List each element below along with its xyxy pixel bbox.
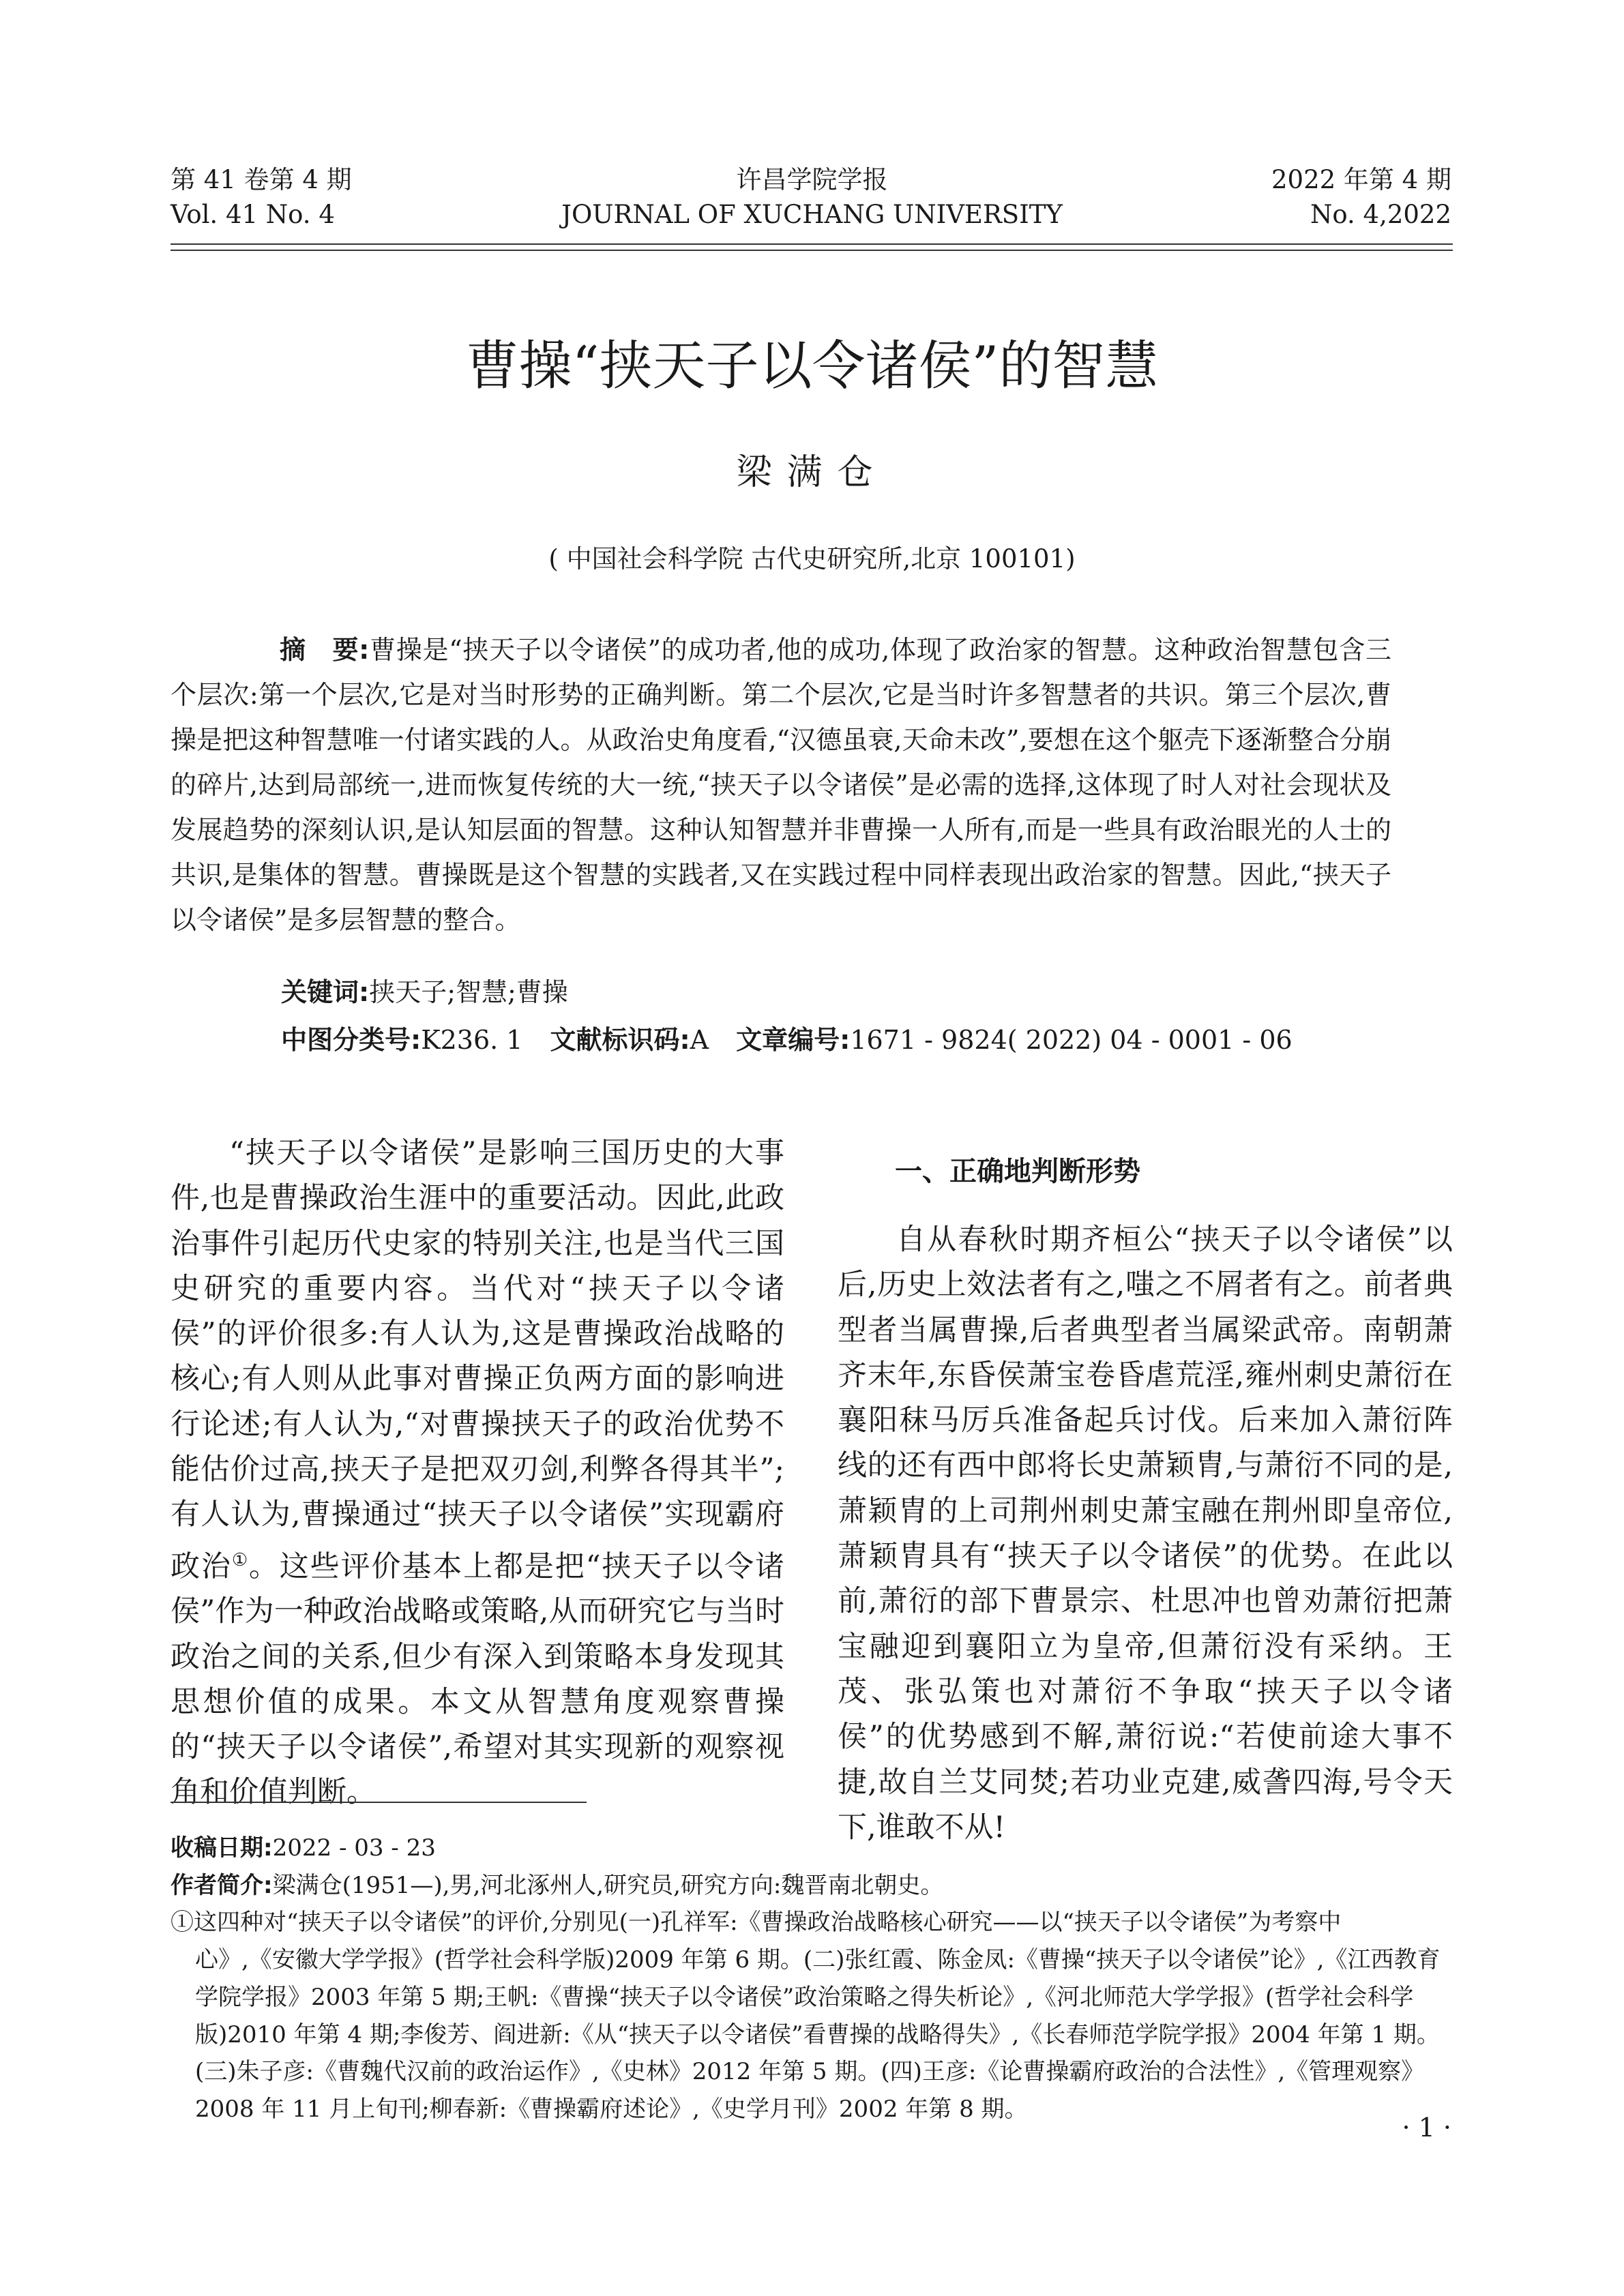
article-number-label: 文章编号: — [736, 1025, 851, 1055]
abstract-text: 曹操是“挟天子以令诸侯”的成功者,他的成功,体现了政治家的智慧。这种政治智慧包含三个层次:第一个层次,它是对当时形势的正确判断。第二个层次,它是当时许多智慧者的共识。第三个层次,曹操是把这种智慧唯一付诸实践的人。从政治史角度看,“汉德虽衰,天命未改”,要想在这个躯壳下逐渐整合分崩的碎片,达到局部统一,进而恢复传统的大一统,“挟天子以令诸侯”是必需的选择,这体现了时人对社会现状及发展趋势的深刻认识,是认知层面的智慧。这种认知智慧并非曹操一人所有,而是一些具有政治眼光的人士的共识,是集体的智慧。曹操既是这个智慧的实践者,又在实践过程中同样表现出政治家的智慧。因此,“挟天子以令诸侯”是多层智慧的整合。 — [171, 635, 1392, 935]
received-date: 收稿日期:2022 - 03 - 23 — [171, 1834, 436, 1862]
article-title: 曹操“挟天子以令诸侯”的智慧 — [465, 336, 1159, 397]
journal-name-cn: 许昌学院学报 — [736, 165, 888, 194]
page-number: · 1 · — [1402, 2113, 1451, 2143]
volume-issue-en: Vol. 41 No. 4 — [171, 200, 335, 229]
header-rule-top — [171, 243, 1453, 245]
running-header-right — [1271, 162, 1451, 232]
header-rule-bottom — [171, 250, 1453, 251]
author-bio: 作者简介:梁满仓(1951—),男,河北涿州人,研究员,研究方向:魏晋南北朝史。 — [171, 1871, 944, 1899]
footnote-ref-1[interactable]: ① — [231, 1549, 249, 1570]
intro-paragraph: “挟天子以令诸侯”是影响三国历史的大事件,也是曹操政治生涯中的重要活动。因此,此政治事件引起历代史家的特别关注,也是当代三国史研究的重要内容。当代对“挟天子以令诸侯”的评价很多:有人认为,这是曹操政治战略的核心;有人则从此事对曹操正负两方面的影响进行论述;有人认为,“对曹操挟天子的政治优势不能估价过高,挟天子是把双刃剑,利弊各得其半”;有人认为,曹操通过“挟天子以令诸侯”实现霸府政治①。这些评价基本上都是把“挟天子以令诸侯”作为一种政治战略或策略,从而研究它与当时政治之间的关系,但少有深入到策略本身发现其思想价值的成果。本文从智慧角度观察曹操的“挟天子以令诸侯”,希望对其实现新的观察视角和价值判断。 — [171, 1136, 785, 1810]
author-affiliation: ( 中国社会科学院 古代史研究所,北京 100101) — [548, 544, 1076, 573]
clc-label: 中图分类号: — [281, 1025, 422, 1055]
year-issue-en: No. 4,2022 — [1310, 200, 1451, 229]
section-paragraph: 自从春秋时期齐桓公“挟天子以令诸侯”以后,历史上效法者有之,嗤之不屑者有之。前者典型者当属曹操,后者典型者当属梁武帝。南朝萧齐末年,东昏侯萧宝卷昏虐荒淫,雍州刺史萧衍在襄阳秣马厉兵准备起兵讨伐。后来加入萧衍阵线的还有西中郎将长史萧颖胄,与萧衍不同的是,萧颖胄的上司荆州刺史萧宝融在荆州即皇帝位,萧颖胄具有“挟天子以令诸侯”的优势。在此以前,萧衍的部下曹景宗、杜思冲也曾劝萧衍把萧宝融迎到襄阳立为皇帝,但萧衍没有采纳。王茂、张弘策也对萧衍不争取“挟天子以令诸侯”的优势感到不解,萧衍说:“若使前途大事不捷,故自兰艾同焚;若功业克建,威詟四海,号令天下,谁敢不从! — [838, 1223, 1453, 1845]
section-heading: 一、正确地判断形势 — [895, 1156, 1140, 1187]
abstract — [171, 627, 1391, 942]
journal-name-en: JOURNAL OF XUCHANG UNIVERSITY — [561, 200, 1063, 229]
body-left-column — [171, 1131, 784, 1815]
doc-code-label: 文献标识码: — [550, 1025, 690, 1055]
clc-value: K236. 1 — [421, 1025, 523, 1055]
abstract-label: 摘 要: — [280, 635, 370, 665]
footnotes — [171, 1830, 1453, 2128]
body-right-column — [838, 1217, 1453, 1850]
keywords-label: 关键词: — [281, 977, 370, 1007]
article-author: 梁满仓 — [736, 452, 888, 493]
volume-issue-cn: 第 41 卷第 4 期 — [171, 165, 352, 194]
keywords-text: 挟天子;智慧;曹操 — [369, 977, 568, 1007]
classification-line — [281, 1019, 1293, 1060]
year-issue-cn: 2022 年第 4 期 — [1271, 165, 1451, 194]
keywords — [281, 972, 568, 1013]
footnote-1: ①这四种对“挟天子以令诸侯”的评价,分别见(一)孔祥军:《曹操政治战略核心研究——以“挟天子以令诸侯”为考察中 心》,《安徽大学学报》(哲学社会科学版)2009 年第 6 期。(二)张红霞、陈金凤:《曹操“挟天子以令诸侯”论》,《江西教育 学院学报》2003 年第 5 期;王帆:《曹操“挟天子以令诸侯”政治策略之得失析论》,《河北师范大学学报》(哲学社会科学 版)2010 年第 4 期;李俊芳、阎进新:《从“挟天子以令诸侯”看曹操的战略得失》,《长春师范学院学报》2004 年第 1 期。 (三)朱子彦:《曹魏代汉前的政治运作》,《史林》2012 年第 5 期。(四)王彦:《论曹操霸府政治的合法性》,《管理观察》 2008 年 11 月上旬刊;柳春新:《曹操霸府述论》,《史学月刊》2002 年第 8 期。 — [171, 1909, 1441, 2123]
footnote-rule — [171, 1802, 587, 1803]
doc-code-value: A — [690, 1025, 709, 1055]
article-number-value: 1671 - 9824( 2022) 04 - 0001 - 06 — [850, 1025, 1293, 1055]
